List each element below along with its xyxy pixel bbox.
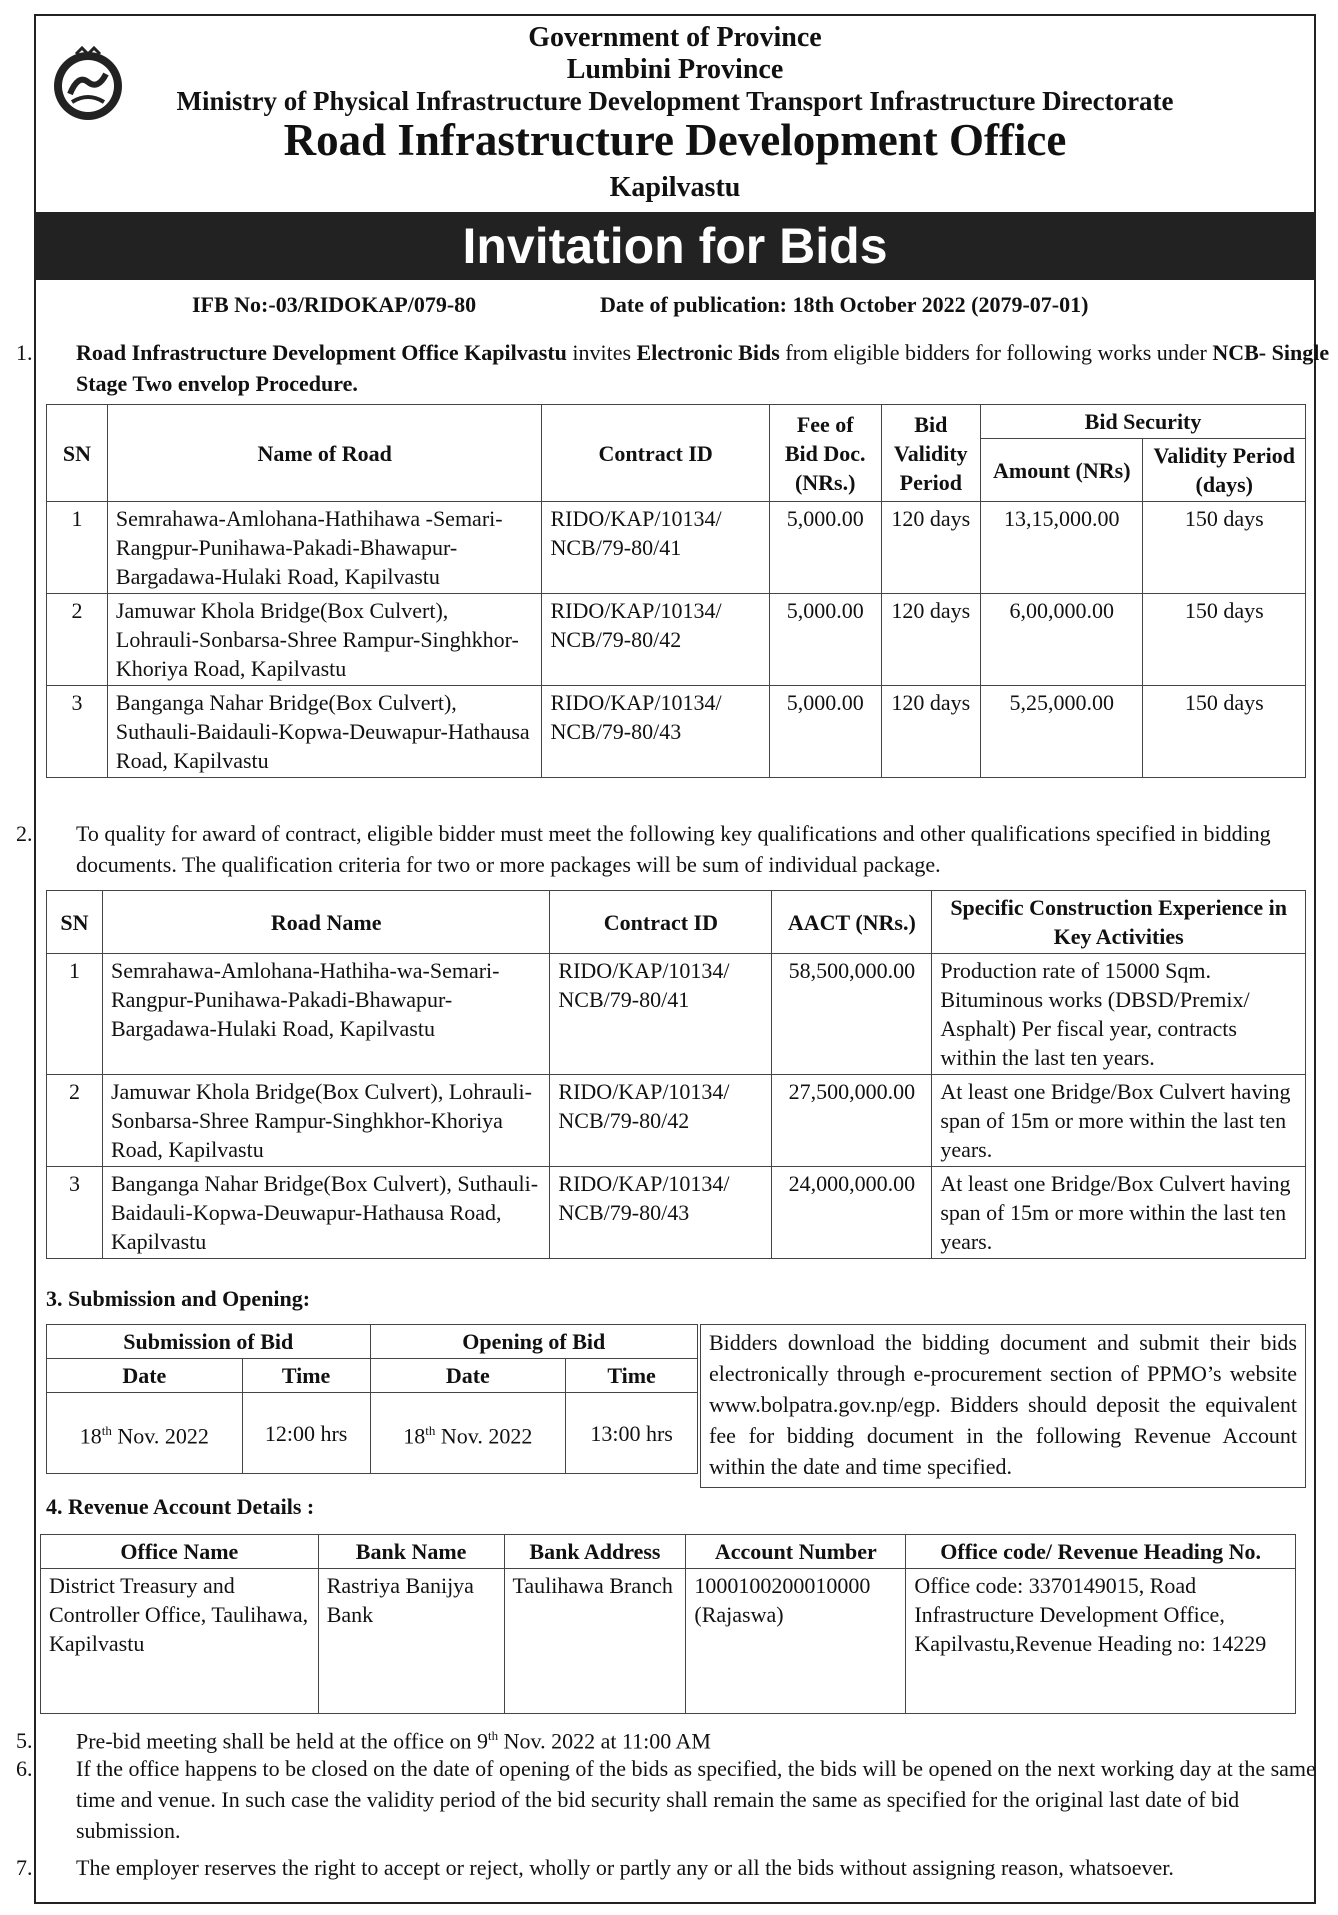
col-code: Office code/ Revenue Heading No. — [906, 1535, 1296, 1569]
table-row — [47, 1167, 1306, 1259]
col-sec-validity: Validity Period (days) — [1143, 439, 1306, 502]
p2-number: 2. — [16, 821, 33, 846]
p6-text: If the office happens to be closed on the date of opening of the bids as specified, the bids will be opened on the next working day at the same time and venue. In such case the validity period of the bid security shall remain the same as specified for the original last date of bid submission. — [76, 1756, 1316, 1843]
paragraph-1 — [16, 337, 1336, 399]
col-contract: Contract ID — [542, 405, 769, 502]
col-submission: Submission of Bid — [47, 1325, 371, 1359]
table-row — [41, 1569, 1296, 1714]
p6-number: 6. — [16, 1756, 33, 1781]
bids-table — [46, 404, 1306, 778]
cell-aact: 24,000,000.00 — [772, 1167, 932, 1259]
cell-contract: RIDO/KAP/10134/ NCB/79-80/42 — [550, 1075, 772, 1167]
cell-contract: RIDO/KAP/10134/ NCB/79-80/43 — [542, 686, 769, 778]
banner-title: Invitation for Bids — [36, 212, 1314, 280]
open-date-day: 18 — [403, 1423, 426, 1449]
cell-fee: 5,000.00 — [769, 686, 881, 778]
col-sub-date: Date — [47, 1359, 243, 1393]
cell-sn: 3 — [47, 686, 108, 778]
cell-sec-validity: 150 days — [1143, 594, 1306, 686]
col-sn: SN — [47, 891, 103, 954]
cell-contract: RIDO/KAP/10134/ NCB/79-80/41 — [550, 954, 772, 1075]
table-row — [47, 1075, 1306, 1167]
paragraph-2 — [16, 818, 1336, 880]
cell-name: Banganga Nahar Bridge(Box Culvert), Suthauli-Baidauli-Kopwa-Deuwapur-Hathausa Road, Kapilvastu — [102, 1167, 549, 1259]
col-address: Bank Address — [504, 1535, 686, 1569]
table-row — [47, 954, 1306, 1075]
p1-office: Road Infrastructure Development Office Kapilvastu — [76, 340, 567, 365]
p1-text-a: invites — [566, 340, 637, 365]
qualification-table — [46, 890, 1306, 1259]
col-security: Bid Security — [981, 405, 1306, 439]
cell-office: District Treasury and Controller Office, Taulihawa, Kapilvastu — [41, 1569, 319, 1714]
col-opening: Opening of Bid — [370, 1325, 698, 1359]
col-account: Account Number — [686, 1535, 906, 1569]
ifb-number: IFB No:-03/RIDOKAP/079-80 — [192, 292, 477, 317]
col-open-date: Date — [370, 1359, 566, 1393]
col-amount: Amount (NRs) — [981, 439, 1143, 502]
col-aact: AACT (NRs.) — [772, 891, 932, 954]
open-date-rest: Nov. 2022 — [435, 1423, 533, 1449]
cell-sn: 3 — [47, 1167, 103, 1259]
header — [36, 16, 1314, 212]
table-row — [47, 594, 1306, 686]
col-office: Office Name — [41, 1535, 319, 1569]
cell-amount: 6,00,000.00 — [981, 594, 1143, 686]
col-contract: Contract ID — [550, 891, 772, 954]
cell-sub-time: 12:00 hrs — [242, 1393, 370, 1474]
p5-number: 5. — [16, 1728, 33, 1754]
header-line-1: Government of Province — [528, 22, 822, 53]
cell-validity: 120 days — [881, 594, 981, 686]
cell-sn: 2 — [47, 594, 108, 686]
section-3-title: 3. Submission and Opening: — [46, 1286, 311, 1311]
cell-name: Jamuwar Khola Bridge(Box Culvert), Lohrauli-Sonbarsa-Shree Rampur-Singhkhor-Khoriya Road, Kapilvastu — [107, 594, 542, 686]
p2-text: To quality for award of contract, eligible bidder must meet the following key qualifications and other qualifications specified in bidding documents. The qualification criteria for two or more packages will be sum of individual package. — [76, 821, 1271, 877]
publication-date: Date of publication: 18th October 2022 (2079-07-01) — [600, 292, 1089, 317]
paragraph-7 — [16, 1852, 1336, 1883]
header-line-2: Lumbini Province — [566, 54, 784, 85]
cell-fee: 5,000.00 — [769, 502, 881, 594]
cell-bank: Rastriya Banijya Bank — [318, 1569, 504, 1714]
sub-date-sup: th — [101, 1422, 112, 1438]
cell-contract: RIDO/KAP/10134/ NCB/79-80/43 — [550, 1167, 772, 1259]
col-open-time: Time — [566, 1359, 698, 1393]
cell-validity: 120 days — [881, 686, 981, 778]
cell-aact: 27,500,000.00 — [772, 1075, 932, 1167]
p7-text: The employer reserves the right to accept or reject, wholly or partly any or all the bids without assigning reason, whatsoever. — [76, 1855, 1174, 1880]
col-experience: Specific Construction Experience in Key Activities — [932, 891, 1306, 954]
col-validity: Bid Validity Period — [881, 405, 981, 502]
office-title: Road Infrastructure Development Office — [283, 115, 1067, 165]
cell-name: Banganga Nahar Bridge(Box Culvert), Suthauli-Baidauli-Kopwa-Deuwapur-Hathausa Road, Kapilvastu — [107, 686, 542, 778]
p7-number: 7. — [16, 1855, 33, 1880]
cell-sn: 1 — [47, 502, 108, 594]
cell-contract: RIDO/KAP/10134/ NCB/79-80/42 — [542, 594, 769, 686]
sub-date-day: 18 — [79, 1423, 102, 1449]
table-row — [47, 502, 1306, 594]
col-name: Name of Road — [107, 405, 542, 502]
cell-fee: 5,000.00 — [769, 594, 881, 686]
col-sub-time: Time — [242, 1359, 370, 1393]
p5-text-b: Nov. 2022 at 11:00 AM — [498, 1728, 711, 1754]
revenue-table — [40, 1534, 1296, 1714]
cell-code: Office code: 3370149015, Road Infrastructure Development Office, Kapilvastu,Revenue Heading no: 14229 — [906, 1569, 1296, 1714]
cell-validity: 120 days — [881, 502, 981, 594]
cell-aact: 58,500,000.00 — [772, 954, 932, 1075]
district-name: Kapilvastu — [609, 172, 741, 203]
submission-table — [46, 1324, 698, 1474]
cell-name: Semrahawa-Amlohana-Hathihawa -Semari-Rangpur-Punihawa-Pakadi-Bhawapur-Bargadawa-Hulaki Road, Kapilvastu — [107, 502, 542, 594]
cell-sec-validity: 150 days — [1143, 502, 1306, 594]
table-row — [47, 1393, 698, 1474]
section-4-title: 4. Revenue Account Details : — [46, 1494, 315, 1519]
paragraph-6 — [16, 1753, 1336, 1846]
cell-name: Semrahawa-Amlohana-Hathiha-wa-Semari-Rangpur-Punihawa-Pakadi-Bhawapur-Bargadawa-Hulaki Road, Kapilvastu — [102, 954, 549, 1075]
cell-address: Taulihawa Branch — [504, 1569, 686, 1714]
open-date-sup: th — [425, 1422, 436, 1438]
p1-electronic-bids: Electronic Bids — [636, 340, 780, 365]
cell-experience: At least one Bridge/Box Culvert having span of 15m or more within the last ten years. — [932, 1075, 1306, 1167]
table-row — [47, 686, 1306, 778]
cell-account: 1000100200010000 (Rajaswa) — [686, 1569, 906, 1714]
cell-experience: At least one Bridge/Box Culvert having span of 15m or more within the last ten years. — [932, 1167, 1306, 1259]
cell-name: Jamuwar Khola Bridge(Box Culvert), Lohrauli-Sonbarsa-Shree Rampur-Singhkhor-Khoriya Road, Kapilvastu — [102, 1075, 549, 1167]
p1-text-b: from eligible bidders for following works under — [779, 340, 1213, 365]
cell-contract: RIDO/KAP/10134/ NCB/79-80/41 — [542, 502, 769, 594]
cell-amount: 13,15,000.00 — [981, 502, 1143, 594]
cell-experience: Production rate of 15000 Sqm. Bituminous works (DBSD/Premix/ Asphalt) Per fiscal year, contracts within the last ten years. — [932, 954, 1306, 1075]
p5-text-a: Pre-bid meeting shall be held at the office on 9 — [76, 1728, 488, 1754]
col-bank: Bank Name — [318, 1535, 504, 1569]
paragraph-5 — [16, 1720, 1336, 1756]
submission-note: Bidders download the bidding document and submit their bids electronically through e-procurement section of PPMO’s website www.bolpatra.gov.np/egp. Bidders should deposit the equivalent fee for bidding document in the following Revenue Account within the date and time specified. — [700, 1324, 1306, 1488]
p5-sup: th — [487, 1728, 499, 1743]
p1-number: 1. — [16, 340, 33, 365]
cell-amount: 5,25,000.00 — [981, 686, 1143, 778]
cell-sub-date — [47, 1393, 243, 1474]
sub-date-rest: Nov. 2022 — [111, 1423, 209, 1449]
col-road-name: Road Name — [102, 891, 549, 954]
col-sn: SN — [47, 405, 108, 502]
p1-procedure: NCB- Single Stage Two envelop Procedure. — [76, 340, 1330, 396]
cell-sec-validity: 150 days — [1143, 686, 1306, 778]
cell-open-date — [370, 1393, 566, 1474]
cell-sn: 2 — [47, 1075, 103, 1167]
cell-open-time: 13:00 hrs — [566, 1393, 698, 1474]
cell-sn: 1 — [47, 954, 103, 1075]
header-line-3: Ministry of Physical Infrastructure Development Transport Infrastructure Directorate — [176, 86, 1174, 116]
col-fee: Fee of Bid Doc. (NRs.) — [769, 405, 881, 502]
